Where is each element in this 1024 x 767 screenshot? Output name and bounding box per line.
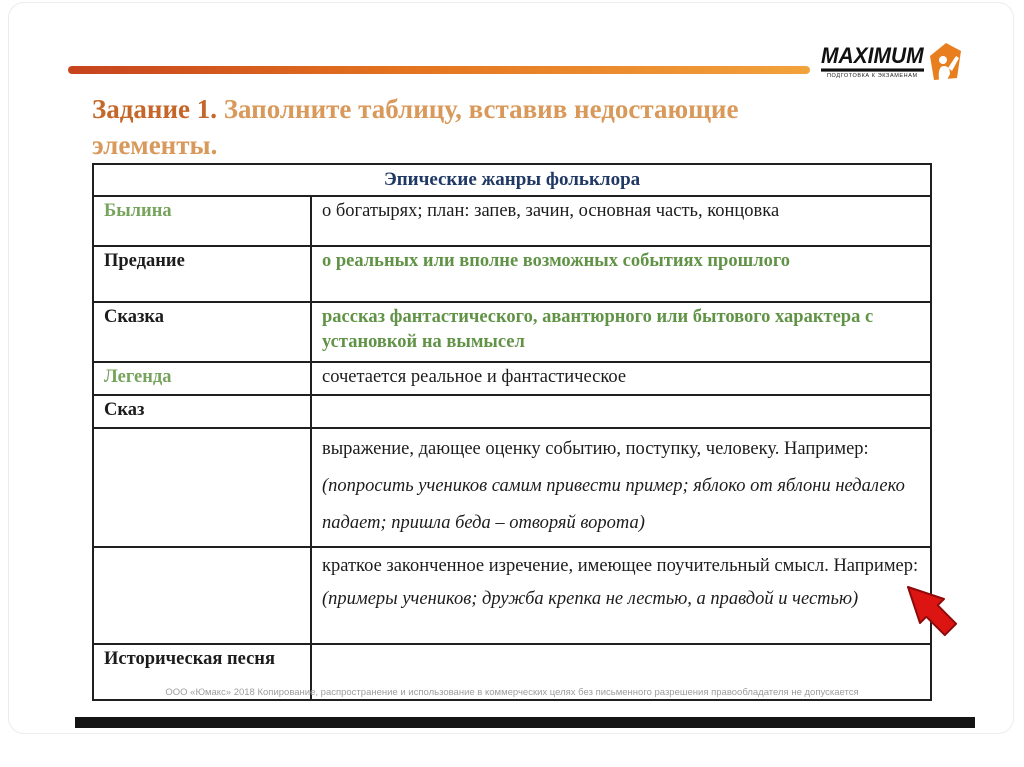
logo-emblem-icon [926, 42, 962, 89]
definition-text: выражение, дающее оценку событию, поступку, человеку. Например: [322, 438, 869, 459]
genre-cell: Предание [93, 246, 311, 302]
bottom-black-bar [75, 717, 975, 728]
table-row [93, 428, 931, 547]
genre-cell-empty [93, 547, 311, 644]
table-row [93, 362, 931, 395]
genre-cell: Былина [93, 196, 311, 246]
definition-cell [311, 395, 931, 428]
genre-cell: Историческая песня [93, 644, 311, 700]
table-row [93, 547, 931, 644]
definition-example-italic: (попросить учеников самим привести пример; яблоко от яблони недалеко падает; пришла беда – отворяй ворота) [322, 475, 905, 533]
folklore-genres-table [92, 163, 932, 701]
genre-cell: Легенда [93, 362, 311, 395]
top-accent-rule [68, 66, 810, 74]
definition-cell [311, 428, 931, 547]
logo-text-block [821, 46, 924, 79]
genre-cell: Сказ [93, 395, 311, 428]
definition-cell: о богатырях; план: запев, зачин, основная часть, концовка [311, 196, 931, 246]
definition-cell [311, 547, 931, 644]
definition-example-italic: (примеры учеников; дружба крепка не лестью, а правдой и честью) [322, 588, 859, 609]
genre-cell-empty [93, 428, 311, 547]
maximum-logo [821, 46, 962, 89]
genre-cell: Сказка [93, 302, 311, 362]
definition-cell: о реальных или вполне возможных событиях прошлого [311, 246, 931, 302]
table-row [93, 395, 931, 428]
red-pointer-arrow-icon [900, 573, 970, 663]
copyright-note: ООО «Юмакс» 2018 Копирование, распространение и использование в коммерческих целях без письменного разрешения правообладателя не допускается [165, 687, 859, 698]
definition-cell: сочетается реальное и фантастическое [311, 362, 931, 395]
table-title: Эпические жанры фольклора [93, 164, 931, 196]
definition-cell: рассказ фантастического, авантюрного или бытового характера с установкой на вымысел [311, 302, 931, 362]
definition-text: краткое законченное изречение, имеющее поучительный смысл. Например: [322, 555, 919, 576]
table-row [93, 302, 931, 362]
logo-tagline-text: ПОДГОТОВКА К ЭКЗАМЕНАМ [826, 73, 918, 79]
task-text: Заполните таблицу, вставив недостающие элементы. [92, 94, 739, 160]
task-number: Задание 1. [92, 94, 218, 124]
table-row [93, 196, 931, 246]
table-row [93, 246, 931, 302]
table-header-row [93, 164, 931, 196]
logo-brand-text: MAXIMUM [821, 45, 924, 71]
slide-title [92, 92, 837, 163]
